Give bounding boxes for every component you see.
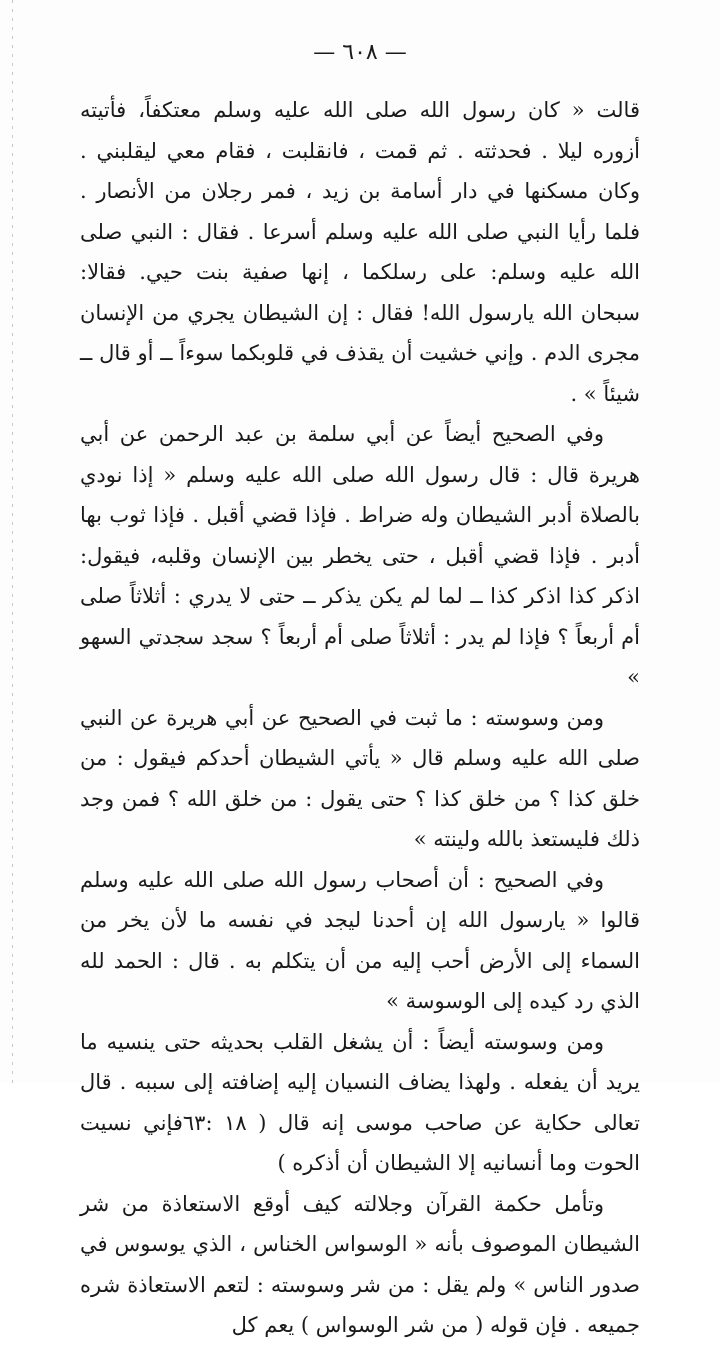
- paragraph-1: قالت « كان رسول الله صلى الله عليه وسلم معتكفاً، فأتيته أزوره ليلا . فحدثته . ثم قمت ، فانقلبت ، فقام معي ليقلبني . وكان مسكنها في دار أسامة بن زيد ، فمر رجلان من الأنصار . فلما رأيا النبي صلى الله عليه وسلم أسرعا . فقال : النبي صلى الله عليه وسلم: على رسلكما ، إنها صفية بنت حيي. فقالا: سبحان الله يارسول الله! فقال : إن الشيطان يجري من الإنسان مجرى الدم . وإني خشيت أن يقذف في قلوبكما سوءاً ــ أو قال ــ شيئاً » .: [80, 98, 640, 406]
- paragraph-6: وتأمل حكمة القرآن وجلالته كيف أوقع الاستعاذة من شر الشيطان الموصوف بأنه « الوسواس الخناس ، الذي يوسوس في صدور الناس » ولم يقل : من شر وسوسته : لتعم الاستعاذة شره جميعه . فإن قوله ( من شر الوسواس ) يعم كل: [80, 1191, 640, 1337]
- binding-edge-mark: [12, 0, 13, 1083]
- paragraph-4: وفي الصحيح : أن أصحاب رسول الله صلى الله عليه وسلم قالوا « يارسول الله إن أحدنا ليجد في نفسه ما لأن يخر من السماء إلى الأرض أحب إليه من أن يتكلم به . قال : الحمد لله الذي رد كيده إلى الوسوسة »: [80, 867, 640, 1013]
- body-text: [80, 90, 640, 1346]
- paragraph-2: وفي الصحيح أيضاً عن أبي سلمة بن عبد الرحمن عن أبي هريرة قال : قال رسول الله صلى الله عليه وسلم « إذا نودي بالصلاة أدبر الشيطان وله ضراط . فإذا قضي أقبل . فإذا ثوب بها أدبر . فإذا قضي أقبل ، حتى يخطر بين الإنسان وقلبه، فيقول: اذكر كذا اذكر كذا ــ لما لم يكن يذكر ــ حتى لا يدري : أثلاثاً صلى أم أربعاً ؟ فإذا لم يدر : أثلاثاً صلى أم أربعاً ؟ سجد سجدتي السهو »: [80, 422, 640, 689]
- page-number: — ٦٠٨ —: [313, 40, 407, 65]
- paragraph-3: ومن وسوسته : ما ثبت في الصحيح عن أبي هريرة عن النبي صلى الله عليه وسلم قال « يأتي الشيطان أحدكم فيقول : من خلق كذا ؟ من خلق كذا ؟ حتى يقول : من خلق الله ؟ فمن وجد ذلك فليستعذ بالله ولينته »: [80, 705, 640, 851]
- paragraph-5: ومن وسوسته أيضاً : أن يشغل القلب بحديثه حتى ينسيه ما يريد أن يفعله . ولهذا يضاف النسيان إليه إضافته إلى سببه . قال تعالى حكاية عن صاحب موسى إنه قال ( ١٨ :٦٣فإني نسيت الحوت وما أنسانيه إلا الشيطان أن أذكره ): [80, 1029, 640, 1175]
